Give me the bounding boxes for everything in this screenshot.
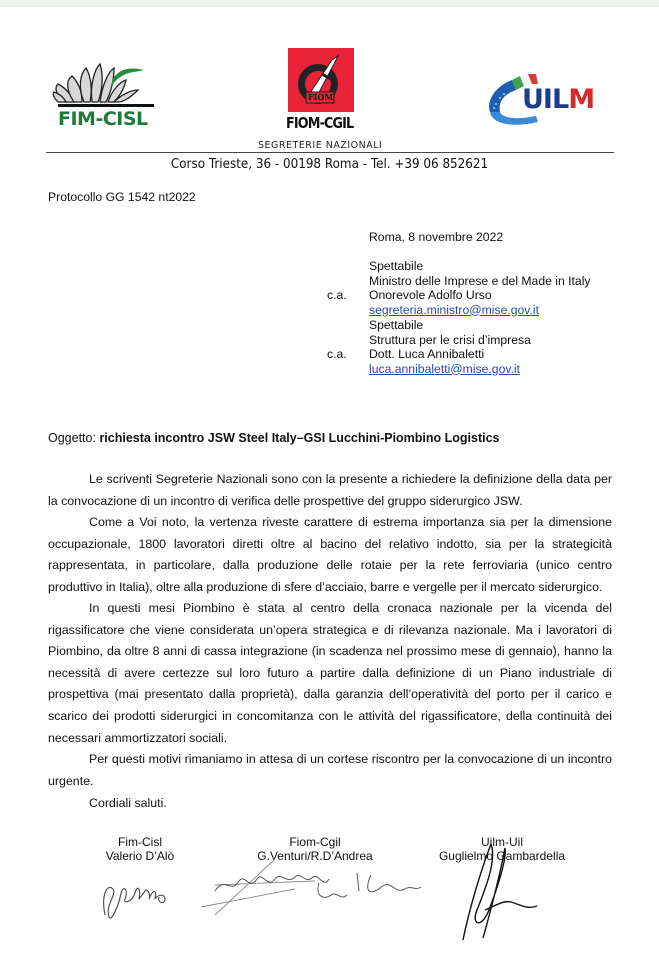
subject-text: richiesta incontro JSW Steel Italy–GSI Lucchini-Piombino Logistics bbox=[99, 431, 500, 445]
top-strip bbox=[0, 0, 659, 7]
letter-subject bbox=[48, 431, 500, 445]
signature-scribble-uilm bbox=[455, 840, 545, 950]
letter-date: Roma, 8 novembre 2022 bbox=[369, 230, 504, 244]
recipient-email-link[interactable]: segreteria.ministro@mise.gov.it bbox=[369, 302, 539, 317]
logo-underline bbox=[58, 104, 154, 107]
fiom-cgil-wordmark: FIOM-CGIL bbox=[286, 114, 354, 132]
fiom-emblem-box bbox=[288, 48, 354, 112]
recipient-person: Dott. Luca Annibaletti bbox=[369, 347, 485, 361]
signature-names: Valerio D’Alò bbox=[105, 849, 175, 863]
recipient-ca-label: c.a. bbox=[327, 288, 347, 302]
body-paragraph-1: Le scriventi Segreterie Nazionali sono con la presente a richiedere la definizione della data per la convocazione di un incontro di verifica delle prospettive del gruppo siderurgico JSW. bbox=[48, 472, 612, 508]
signature-scribble-fiom bbox=[195, 855, 435, 925]
subject-label: Oggetto: bbox=[48, 431, 100, 445]
body-paragraph-2: Come a Voi noto, la vertenza riveste carattere di estrema importanza sia per la dimensione occupazionale, 1800 lavoratori diretti oltre al bacino del relativo indotto, sia per la strategicità rappresentata, in particolare, dalla produzione delle rotaie per la rete ferroviaria (unico centro produttivo in Italia), oltre alla produzione di sfere d’acciaio, barre e vergelle per il mercato siderurgico. bbox=[48, 515, 612, 594]
recipient-salutation: Spettabile bbox=[369, 259, 424, 273]
signature-union: Uilm-Uil bbox=[481, 835, 523, 849]
recipient-email-link[interactable]: luca.annibaletti@mise.gov.it bbox=[369, 361, 521, 376]
body-paragraph-4: Per questi motivi rimaniamo in attesa di un cortese riscontro per la convocazione di un incontro urgente. bbox=[48, 752, 612, 788]
fim-cisl-wordmark: FIM-CISL bbox=[58, 108, 148, 130]
uilm-logo bbox=[482, 72, 595, 130]
gear-hammer-icon bbox=[288, 48, 354, 112]
recipient-2 bbox=[369, 318, 531, 376]
recipient-person: Onorevole Adolfo Urso bbox=[369, 288, 492, 302]
header-divider bbox=[46, 152, 614, 153]
signature-scribble-fim bbox=[95, 865, 185, 925]
recipient-salutation: Spettabile bbox=[369, 318, 424, 332]
body-paragraph-3: In questi mesi Piombino è stata al centro della cronaca nazionale per la vicenda del rigassificatore che viene considerata un’opera strategica e di rilevanza nazionale. Ma i lavoratori di Piombino, da oltre 8 anni di cassa integrazione (in scadenza nel prossimo mese di gennaio), hanno la necessità di avere certezze sul loro futuro a partire dalla definizione di un Piano industriale di prospettiva (mai presentato dalla proprietà), dalla garanzia dell’operatività del porto per il carico e scarico dei prodotti siderurgici in concomitanza con le attività del rigassificatore, della continuità dei necessari ammortizzatori sociali. bbox=[48, 601, 612, 745]
signature-names: G.Venturi/R.D’Andrea bbox=[257, 849, 373, 863]
segreterie-nazionali: SEGRETERIE NAZIONALI bbox=[258, 140, 383, 151]
fiom-cgil-logo bbox=[286, 48, 358, 138]
signature-block-fim bbox=[95, 835, 185, 863]
fiom-emblem-text: FIOM bbox=[308, 92, 334, 102]
fim-cisl-logo bbox=[52, 58, 172, 136]
protocol-number: Protocollo GG 1542 nt2022 bbox=[48, 190, 196, 204]
signature-union: Fim-Cisl bbox=[118, 835, 162, 849]
recipient-org: Ministro delle Imprese e del Made in Italy bbox=[369, 273, 591, 288]
recipient-org: Struttura per le crisi d’impresa bbox=[369, 332, 531, 347]
signature-names: Guglielmo Gambardella bbox=[438, 849, 566, 863]
header-address: Corso Trieste, 36 - 00198 Roma - Tel. +39 06 852621 bbox=[170, 157, 489, 172]
closing-salutation: Cordiali saluti. bbox=[89, 796, 167, 810]
uilm-wordmark: UILM bbox=[522, 84, 595, 115]
flower-icon bbox=[52, 58, 172, 108]
signature-union: Fiom-Cgil bbox=[289, 835, 341, 849]
recipient-1 bbox=[369, 259, 591, 317]
recipient-ca-label: c.a. bbox=[327, 347, 347, 361]
